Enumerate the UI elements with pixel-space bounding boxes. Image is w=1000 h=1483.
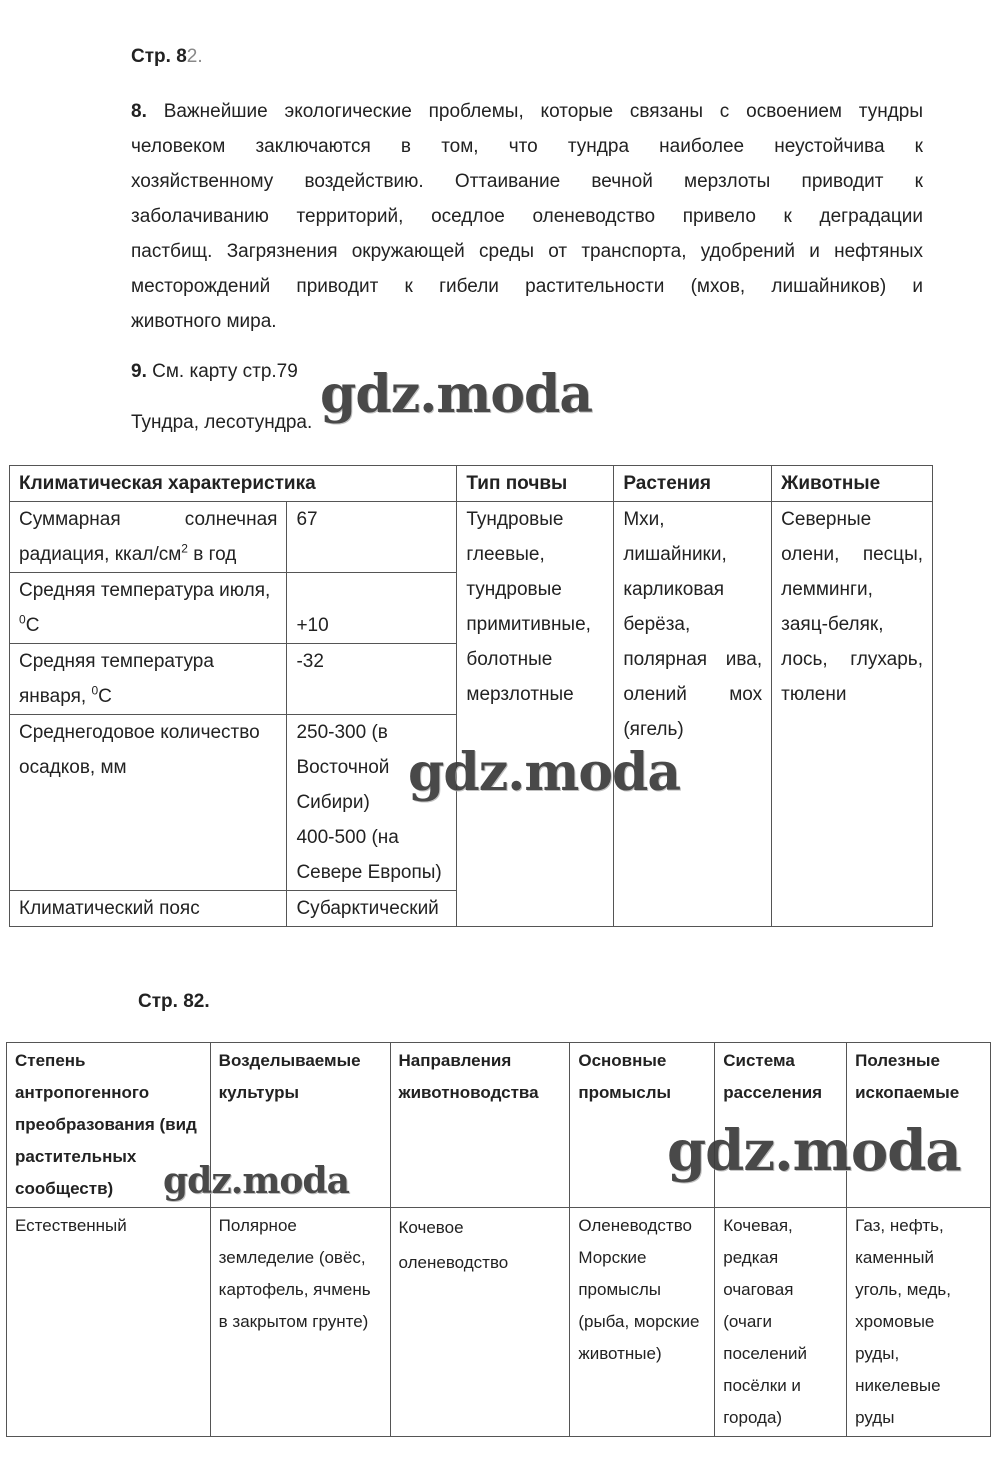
animals-cell	[772, 502, 933, 927]
row-radiation-value: 67	[287, 502, 457, 573]
soil-line: Тундровые	[466, 509, 564, 530]
plant-line: лишайники,	[623, 544, 727, 565]
july-unit: С	[25, 615, 40, 636]
january-sup: 0	[91, 683, 99, 698]
natural-zones-text: Тундра, лесотундра.	[131, 412, 313, 433]
cell-livestock: Кочевое оленеводство	[390, 1208, 570, 1437]
item-8-line-5: пастбищ. Загрязнения окружающей среды от транспорта, удобрений и нефтяных	[131, 241, 923, 262]
header-plants: Растения	[614, 466, 772, 502]
page-reference-text: Стр. 8	[131, 46, 187, 67]
animal-line: Северные	[781, 509, 872, 530]
soil-line: болотные	[466, 649, 553, 670]
january-unit: С	[98, 686, 112, 707]
item-8-line-4: заболачиванию территорий, оседлое оленеводство привело к деградации	[131, 206, 923, 227]
radiation-sup: 2	[181, 541, 188, 556]
header-climate: Климатическая характеристика	[10, 466, 457, 502]
cell-settlement: Кочевая, редкая очаговая (очаги поселений посёлки и города)	[715, 1208, 847, 1437]
anthropogenic-table	[6, 1042, 991, 1437]
item-8-line-1	[131, 94, 923, 129]
cell-crops: Полярное земледелие (овёс, картофель, ячмень в закрытом грунте)	[210, 1208, 390, 1437]
radiation-label-text: радиация, ккал/см	[19, 544, 182, 565]
soil-line: примитивные,	[466, 614, 591, 635]
item-8-number: 8.	[131, 101, 147, 122]
animal-line: лемминги,	[781, 579, 873, 600]
item-8-paragraph	[131, 94, 923, 339]
header-crops: Возделываемые культуры	[210, 1043, 390, 1208]
item-8-line-3: хозяйственному воздействию. Оттаивание вечной мерзлоты приводит к	[131, 171, 923, 192]
item-8-line-6: месторождений приводит к гибели растительности (мхов, лишайников) и	[131, 276, 923, 297]
section-2-title: Стр. 82.	[138, 991, 210, 1012]
row-january-value: -32	[287, 644, 457, 715]
header-settlement: Система расселения	[715, 1043, 847, 1208]
plant-line: Мхи,	[623, 509, 665, 530]
climate-table-header-row	[10, 466, 933, 502]
header-transformation-degree: Степень антропогенного преобразования (вид растительных сообществ)	[7, 1043, 211, 1208]
watermark-1: gdz.moda	[320, 364, 593, 425]
precipitation-east: 250-300 (в Восточной Сибири)	[296, 722, 390, 813]
july-label-text: Средняя температура июля,	[19, 580, 271, 601]
row-july-value: +10	[287, 573, 457, 644]
table-row	[7, 1208, 991, 1437]
item-9	[131, 361, 298, 383]
plant-line: берёза,	[623, 614, 691, 635]
header-minerals: Полезные ископаемые	[847, 1043, 991, 1208]
header-animals: Животные	[772, 466, 933, 502]
watermark-3: gdz.moda	[667, 1118, 961, 1184]
page-reference	[131, 46, 203, 68]
item-8-line-2: человеком заключаются в том, что тундра наиболее неустойчива к	[131, 136, 923, 157]
watermark-4: gdz.moda	[163, 1160, 349, 1202]
table-row	[10, 502, 933, 573]
header-livestock: Направления животноводства	[390, 1043, 570, 1208]
item-8-line-text: Важнейшие экологические проблемы, которые связаны с освоением тундры	[163, 101, 923, 122]
animal-line: заяц-беляк,	[781, 614, 884, 635]
radiation-label-tail: в год	[187, 544, 237, 565]
row-january-label	[10, 644, 287, 715]
item-9-number: 9.	[131, 361, 147, 382]
row-precipitation-label: Среднегодовое количество осадков, мм	[10, 715, 287, 891]
header-soil: Тип почвы	[457, 466, 614, 502]
cell-trades: Оленеводство Морские промыслы (рыба, морские животные)	[570, 1208, 715, 1437]
item-8-line-7: животного мира.	[131, 311, 277, 332]
climate-table	[9, 465, 933, 927]
animal-line: лось, глухарь,	[781, 649, 923, 670]
plant-line: полярная ива,	[623, 649, 763, 670]
plant-line: карликовая	[623, 579, 725, 600]
soil-line: мерзлотные	[466, 684, 574, 705]
soil-line: тундровые	[466, 579, 562, 600]
radiation-label-line-2	[19, 537, 277, 572]
precipitation-north: 400-500 (на Севере Европы)	[296, 827, 442, 883]
radiation-label-line-1: Суммарная солнечная	[19, 509, 278, 530]
cell-minerals: Газ, нефть, каменный уголь, медь, хромовые руды, никелевые руды	[847, 1208, 991, 1437]
row-radiation-label	[10, 502, 287, 573]
plant-line: олений мох	[623, 684, 763, 705]
animal-line: олени, песцы,	[781, 544, 923, 565]
plants-cell	[614, 502, 772, 927]
row-july-label	[10, 573, 287, 644]
soil-line: глеевые,	[466, 544, 545, 565]
plant-line: (ягель)	[623, 719, 684, 740]
row-climate-zone-label: Климатический пояс	[10, 891, 287, 927]
row-climate-zone-value: Субарктический	[287, 891, 457, 927]
page-reference-tail: 2.	[186, 46, 203, 67]
july-sup: 0	[19, 612, 26, 627]
item-9-text: См. карту стр.79	[152, 361, 298, 382]
soil-cell	[457, 502, 614, 927]
header-trades: Основные промыслы	[570, 1043, 715, 1208]
cell-transformation: Естественный	[7, 1208, 211, 1437]
watermark-2: gdz.moda	[408, 742, 681, 803]
january-label-text: Средняя температура января,	[19, 651, 214, 707]
animal-line: тюлени	[781, 684, 847, 705]
